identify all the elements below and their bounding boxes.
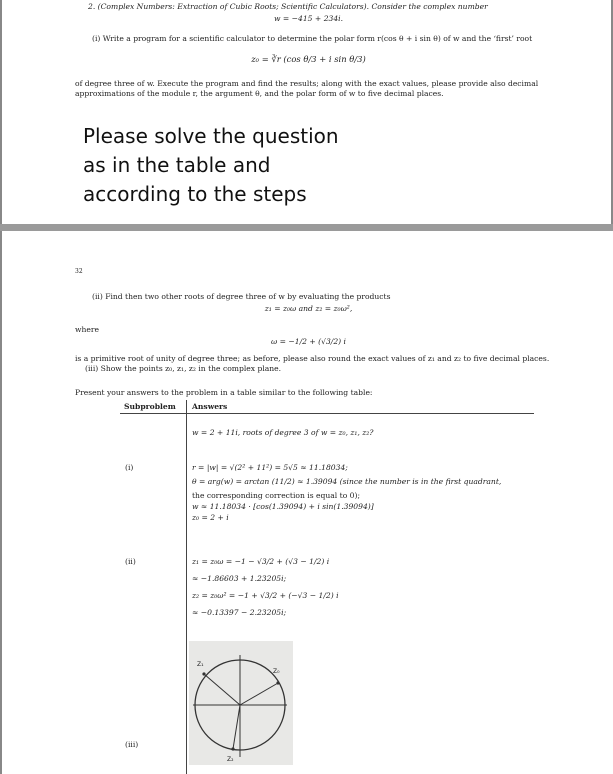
row-ii-line: ≈ −0.13397 − 2.23205i;	[192, 608, 287, 617]
row-ii-line: z₁ = z₀ω = −1 − √3/2 + (√3 − 1/2) i	[192, 557, 330, 566]
paragraph-line-1: of degree three of w. Execute the program and find the results; along with the exact values, please provide also decimal	[75, 79, 539, 88]
present-text: Present your answers to the problem in a table similar to the following table:	[75, 388, 373, 397]
question-page	[0, 0, 613, 224]
w-definition: w = −415 + 234i.	[273, 14, 344, 23]
instruction-line-2: as in the table and	[83, 153, 271, 177]
row-ii-label: (ii)	[125, 557, 136, 566]
complex-plane-figure	[189, 641, 293, 765]
instruction-line-1: Please solve the question	[83, 124, 339, 148]
part-iii-text: (iii) Show the points z₀, z₁, z₂ in the complex plane.	[85, 364, 282, 373]
row-ii-line: z₂ = z₀ω² = −1 + √3/2 + (−√3 − 1/2) i	[192, 591, 339, 600]
part-i-text: (i) Write a program for a scientific calculator to determine the polar form r(cos θ + i sin θ) of w and the ‘first’ root	[92, 34, 533, 43]
row-i-label: (i)	[125, 463, 134, 472]
omega-formula: ω = −1/2 + (√3/2) i	[271, 337, 346, 346]
label-z2: Z₂	[227, 756, 234, 763]
z0-formula: z₀ = ∛r (cos θ/3 + i sin θ/3)	[251, 54, 366, 64]
row-ii-line: ≈ −1.86603 + 1.23205i;	[192, 574, 287, 583]
label-z0: Z₀	[273, 668, 280, 675]
part-ii-text: (ii) Find then two other roots of degree three of w by evaluating the products	[92, 292, 391, 301]
table-header-rule	[120, 413, 534, 414]
primitive-root-text: is a primitive root of unity of degree three; as before, please also round the exact values of z₁ and z₂ to five decimal places.	[75, 354, 550, 363]
row-i-line: w ≈ 11.18034 · [cos(1.39094) + i sin(1.39094)]	[192, 502, 374, 511]
table-column-rule	[186, 400, 187, 774]
col-subproblem: Subproblem	[124, 402, 176, 411]
label-z1: Z₁	[197, 661, 204, 668]
instruction-line-3: according to the steps	[83, 182, 307, 206]
problem-heading: 2. (Complex Numbers: Extraction of Cubic Roots; Scientific Calculators). Consider the complex number	[88, 2, 488, 11]
row-i-line: r = |w| = √(2² + 11²) = 5√5 ≈ 11.18034;	[192, 463, 348, 472]
paragraph-line-2: approximations of the module r, the argument θ, and the polar form of w to five decimal places.	[75, 89, 444, 98]
row-iii-label: (iii)	[125, 740, 139, 749]
products-formula: z₁ = z₀ω and z₂ = z₀ω²,	[264, 304, 353, 313]
row-i-line: θ = arg(w) = arctan (11/2) ≈ 1.39094 (since the number is in the first quadrant,	[192, 477, 502, 486]
page-divider	[0, 224, 613, 231]
row-i-line: the corresponding correction is equal to 0);	[192, 491, 361, 500]
row-i-line: z₀ = 2 + i	[192, 513, 229, 522]
page-number: 32	[75, 268, 83, 275]
where-label: where	[75, 325, 100, 334]
table-intro-row: w = 2 + 11i, roots of degree 3 of w = z₀, z₁, z₂?	[192, 428, 374, 437]
complex-plane-sketch	[189, 641, 293, 765]
col-answers: Answers	[192, 402, 228, 411]
textbook-page	[0, 231, 613, 774]
